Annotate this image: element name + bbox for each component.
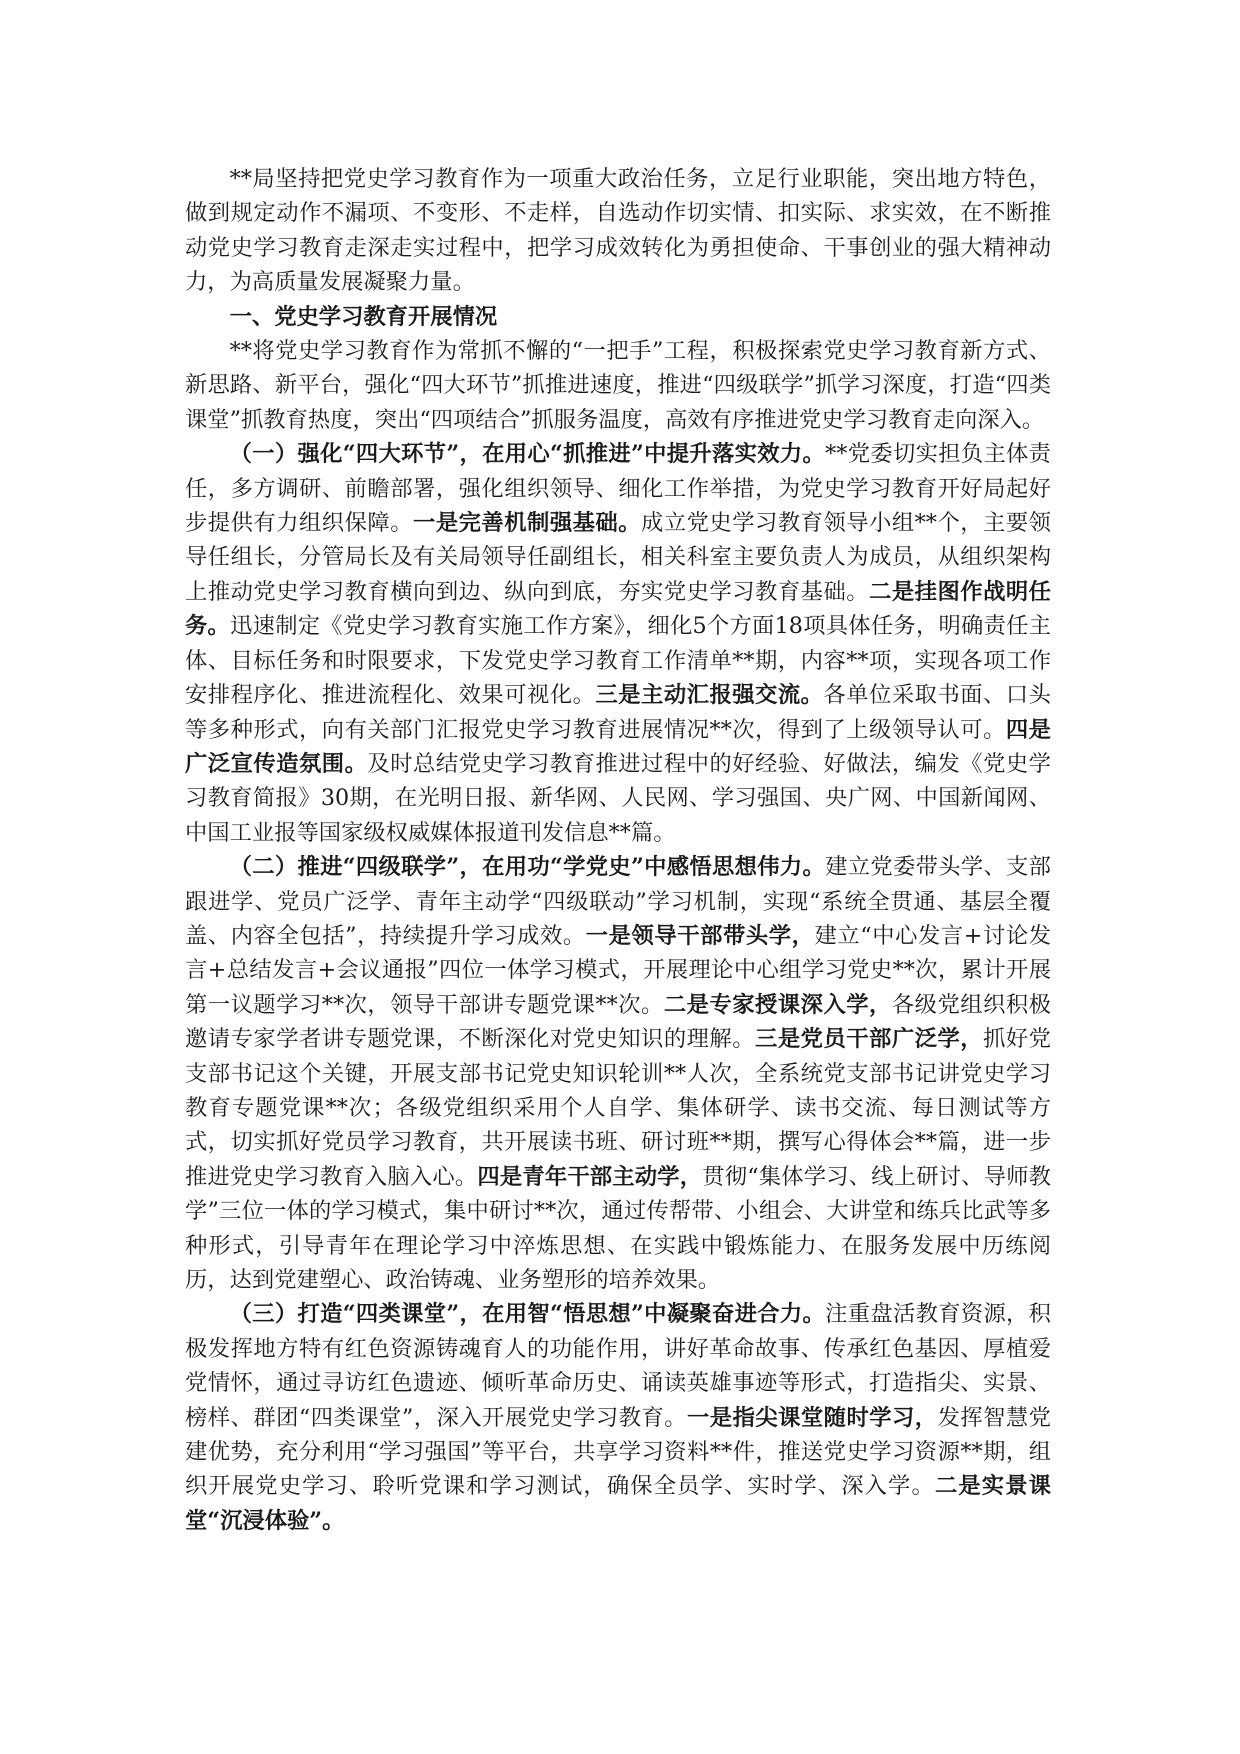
point-3-heading: 三是党员干部广泛学，	[755, 1026, 984, 1053]
point-4-heading: 四是青年干部主动学，	[477, 1163, 703, 1190]
subsection-3-paragraph	[185, 1297, 1051, 1538]
subsection-2-heading: （二）推进“四级联学”，在用功“学党史”中感悟思想伟力。	[229, 854, 826, 881]
text-run: 各级党组织积极邀请专家学者讲专题党课，不断深化对党史知识的理解。	[185, 991, 1051, 1053]
subsection-1-paragraph	[185, 437, 1051, 850]
text-run: 成立党史学习教育领导小组**个，主要领导任组长，分管局长及有关局领导任副组长，相关科室主要负责人为成员，从组织架构上推动党史学习教育横向到边、纵向到底，夯实党史学习教育基础。	[185, 510, 1051, 605]
text-run: 抓好党支部书记这个关键，开展支部书记党史知识轮训**人次，全系统党支部书记讲党史学习教育专题党课**次；各级党组织采用个人自学、集体研学、读书交流、每日测试等方式，切实抓好党员学习教育，共开展读书班、研讨班**期，撰写心得体会**篇，进一步推进党史学习教育入脑入心。	[185, 1026, 1051, 1190]
text-run: 注重盘活教育资源，积极发挥地方特有红色资源铸魂育人的功能作用，讲好革命故事、传承红色基因、厚植爱党情怀，通过寻访红色遗迹、倾听革命历史、诵读英雄事迹等形式，打造指尖、实景、榜样、群团“四类课堂”，深入开展党史学习教育。	[185, 1301, 1051, 1431]
text-run: **党委切实担负主体责任，多方调研、前瞻部署，强化组织领导、细化工作举措，为党史学习教育开好局起好步提供有力组织保障。	[185, 441, 1051, 537]
text-run: 迅速制定《党史学习教育实施工作方案》，细化5个方面18项具体任务，明确责任主体、目标任务和时限要求，下发党史学习教育工作清单**期，内容**项，实现各项工作安排程序化、推进流程化、效果可视化。	[185, 613, 1051, 709]
point-3-heading: 三是主动汇报强交流。	[595, 682, 824, 709]
point-2-heading: 二是挂图作战明任务。	[185, 578, 1051, 640]
text-run: 建立党委带头学、支部跟进学、党员广泛学、青年主动学“四级联动”学习机制，实现“系统全贯通、基层全覆盖、内容全包括”，持续提升学习成效。	[185, 854, 1051, 949]
text-run: 各单位采取书面、口头等多种形式，向有关部门汇报党史学习教育进展情况**次，得到了上级领导认可。	[185, 682, 1051, 743]
point-1-heading: 一是完善机制强基础。	[413, 510, 642, 537]
text-run: 及时总结党史学习教育推进过程中的好经验、好做法，编发《党史学习教育简报》30期，在光明日报、新华网、人民网、学习强国、央广网、中国新闻网、中国工业报等国家级权威媒体报道刊发信息**篇。	[185, 750, 1051, 846]
text-run: 贯彻“集体学习、线上研讨、导师教学”三位一体的学习模式，集中研讨**次，通过传帮带、小组会、大讲堂和练兵比武等多种形式，引导青年在理论学习中淬炼思想、在实践中锻炼能力、在服务发展中历练阅历，达到党建塑心、政治铸魂、业务塑形的培养效果。	[185, 1163, 1051, 1293]
subsection-3-heading: （三）打造“四类课堂”，在用智“悟思想”中凝聚奋进合力。	[229, 1301, 826, 1328]
subsection-1-heading: （一）强化“四大环节”，在用心“抓推进”中提升落实效力。	[229, 441, 826, 468]
subsection-2-paragraph	[185, 850, 1051, 1297]
point-2-heading: 二是实景课堂“沉浸体验”。	[185, 1473, 1051, 1534]
document-body	[185, 162, 1051, 1538]
point-4-heading: 四是广泛宣传造氛围。	[185, 716, 1051, 777]
intro-paragraph: **局坚持把党史学习教育作为一项重大政治任务，立足行业职能，突出地方特色，做到规定动作不漏项、不变形、不走样，自选动作切实情、扣实际、求实效，在不断推动党史学习教育走深走实过程中，把学习成效转化为勇担使命、干事创业的强大精神动力，为高质量发展凝聚力量。	[185, 166, 1051, 296]
section-heading-1: 一、党史学习教育开展情况	[229, 303, 498, 330]
point-1-heading: 一是指尖课堂随时学习，	[687, 1404, 938, 1431]
point-2-heading: 二是专家授课深入学，	[663, 991, 892, 1018]
point-1-heading: 一是领导干部带头学，	[585, 922, 815, 949]
text-run: 发挥智慧党建优势，充分利用“学习强国”等平台，共享学习资料**件，推送党史学习资源**期，组织开展党史学习、聆听党课和学习测试，确保全员学、实时学、深入学。	[185, 1404, 1051, 1500]
section-1-summary: **将党史学习教育作为常抓不懈的“一把手”工程，积极探索党史学习教育新方式、新思路、新平台，强化“四大环节”抓推进速度，推进“四级联学”抓学习深度，打造“四类课堂”抓教育热度，突出“四项结合”抓服务温度，高效有序推进党史学习教育走向深入。	[185, 338, 1051, 433]
text-run: 建立“中心发言+讨论发言+总结发言+会议通报”四位一体学习模式，开展理论中心组学习党史**次，累计开展第一议题学习**次，领导干部讲专题党课**次。	[185, 922, 1051, 1018]
